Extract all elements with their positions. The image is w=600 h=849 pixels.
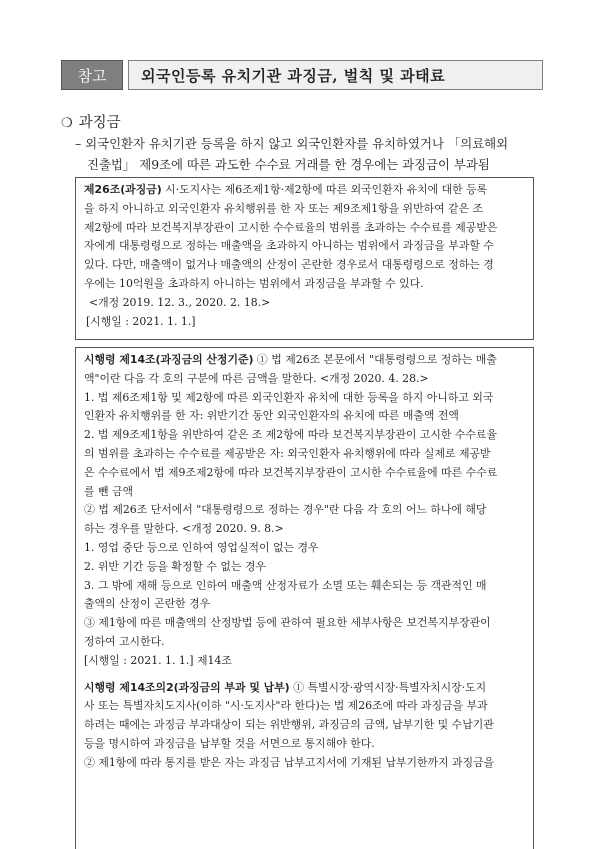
intro-line: – 외국인환자 유치기관 등록을 하지 않고 외국인환자를 유치하였거나 「의료해외 <box>75 136 509 151</box>
box-line: 있다. 다만, 매출액이 없거나 매출액의 산정이 곤란한 경우로서 대통령령으로 정하는 경 <box>84 258 494 272</box>
box-line: 1. 영업 중단 등으로 인하여 영업실적이 없는 경우 <box>84 540 319 554</box>
box-line: 2. 위반 기간 등을 확정할 수 없는 경우 <box>84 559 266 573</box>
intro-paragraph <box>75 133 545 175</box>
page-header <box>61 60 543 90</box>
reference-tag: 참고 <box>61 60 123 90</box>
article-heading: 시행령 제14조의2(과징금의 부과 및 납부) <box>84 680 290 694</box>
box-line: 2. 법 제9조제1항을 위반하여 같은 조 제2항에 따라 보건복지부장관이 고시한 수수료율 <box>84 428 497 442</box>
box-line: 1. 법 제6조제1항 및 제2항에 따른 외국인환자 유치에 대한 등록을 하지 아니하고 외국 <box>84 390 494 404</box>
article-heading: 시행령 제14조(과징금의 산정기준) <box>84 353 254 366</box>
box-line: <개정 2019. 12. 3., 2020. 2. 18.> <box>89 295 271 309</box>
box-line: ② 법 제26조 단서에서 "대통령령으로 정하는 경우"란 다음 각 호의 어느 하나에 해당 <box>84 503 487 517</box>
box-line: [시행일 : 2021. 1. 1.] <box>86 314 196 328</box>
box-line: 하는 경우를 말한다. <개정 2020. 9. 8.> <box>84 522 284 536</box>
page-title: 외국인등록 유치기관 과징금, 벌칙 및 과태료 <box>128 60 543 90</box>
box-line: 를 뺀 금액 <box>84 484 134 498</box>
box-line: 액"이란 다음 각 호의 구분에 따른 금액을 말한다. <개정 2020. 4. 28.> <box>84 371 429 385</box>
box-line: 사 또는 특별자치도지사(이하 "시·도지사"라 한다)는 법 제26조에 따라 과징금을 부과 <box>84 699 488 713</box>
box-line: 우에는 10억원을 초과하지 아니하는 범위에서 과징금을 부과할 수 있다. <box>84 276 424 290</box>
box-line: 출액의 산정이 곤란한 경우 <box>84 597 211 611</box>
box-line: 정하여 고시한다. <box>84 634 165 648</box>
enforcement-decree-box <box>75 347 534 849</box>
box-line: 하려는 때에는 과징금 부과대상이 되는 위반행위, 과징금의 금액, 납부기한 및 수납기관 <box>84 718 494 732</box>
box-line: 인환자 유치행위를 한 자: 위반기간 동안 외국인환자의 유치에 따른 매출액 전액 <box>84 409 459 423</box>
box-line: 3. 그 밖에 재해 등으로 인하여 매출액 산정자료가 소멸 또는 훼손되는 등 객관적인 매 <box>84 578 487 592</box>
box-line: 자에게 대통령령으로 정하는 매출액을 초과하지 아니하는 범위에서 과징금을 부과할 수 <box>84 239 494 253</box>
box-line: 시행령 제14조(과징금의 산정기준) ① 법 제26조 본문에서 "대통령령으로 정하는 매출 <box>84 353 497 366</box>
intro-line: 진출법」 제9조에 따른 과도한 수수료 거래를 한 경우에는 과징금이 부과됨 <box>87 157 490 172</box>
box-line: 의 범위를 초과하는 수수료를 제공받은 자: 외국인환자 유치행위에 따라 실제로 제공받 <box>84 446 491 460</box>
article-26-box <box>75 177 534 340</box>
box-line: ③ 제1항에 따른 매출액의 산정방법 등에 관하여 필요한 세부사항은 보건복지부장관이 <box>84 616 491 630</box>
section-heading <box>61 111 121 132</box>
box-line: 시행령 제14조의2(과징금의 부과 및 납부) ① 특별시장·광역시장·특별자치시장·도지 <box>84 680 487 694</box>
box-line: [시행일 : 2021. 1. 1.] 제14조 <box>84 653 232 667</box>
circle-bullet-icon: ❍ <box>61 116 73 131</box>
article-heading: 제26조(과징금) <box>84 183 162 196</box>
box-line: 은 수수료에서 법 제9조제2항에 따라 보건복지부장관이 고시한 수수료율에 따른 수수료 <box>84 465 498 479</box>
section-title: 과징금 <box>78 115 121 131</box>
box-line: 을 하지 아니하고 외국인환자 유치행위를 한 자 또는 제9조제1항을 위반하여 같은 조 <box>84 201 484 215</box>
box-line: 제2항에 따라 보건복지부장관이 고시한 수수료율의 범위를 초과하는 수수료를 제공받은 <box>84 220 498 234</box>
box-line: 등을 명시하여 과징금을 납부할 것을 서면으로 통지해야 한다. <box>84 736 375 750</box>
box-line: 제26조(과징금) 시·도지사는 제6조제1항·제2항에 따른 외국인환자 유치에 대한 등록 <box>84 183 488 196</box>
box-line: ② 제1항에 따라 통지를 받은 자는 과징금 납부고지서에 기재된 납부기한까지 과징금을 <box>84 755 495 769</box>
